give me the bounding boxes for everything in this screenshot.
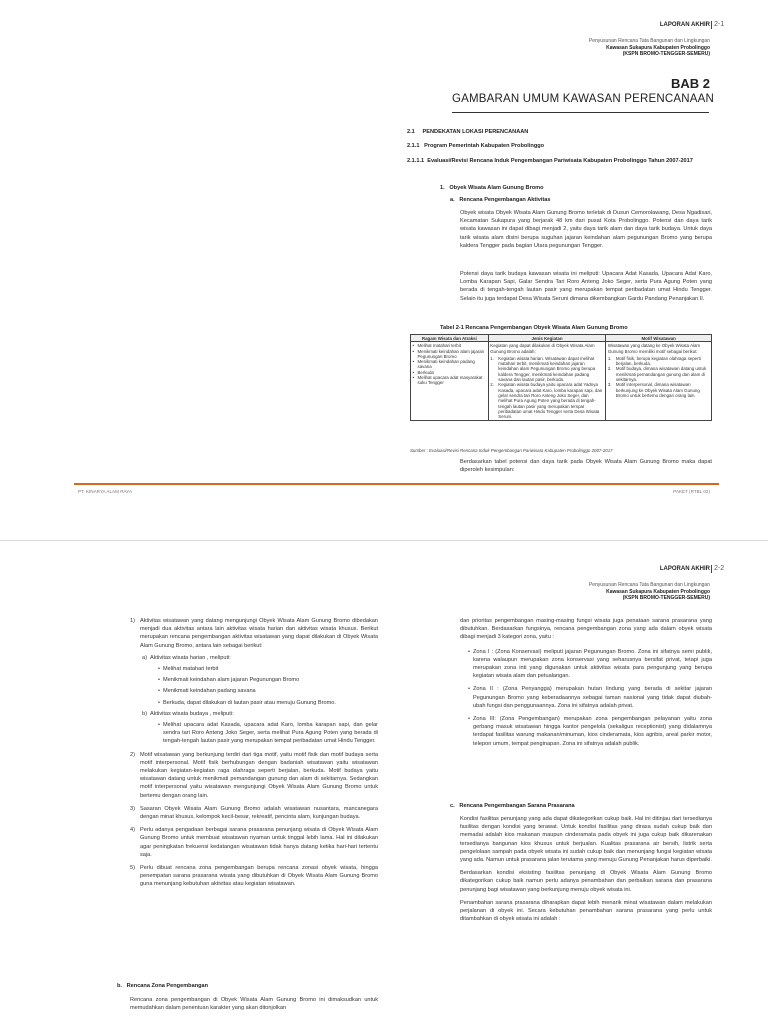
list-b-items [130, 721, 378, 746]
header-line-3: (KSPN BROMO-TENGGER-SEMERU) [622, 51, 710, 57]
motive-item: Motif interpersonal, dimana wisatawan berkunjung ke Obyek Wisata Alam Gunung Bromo untuk bertemu dengan orang lain. [615, 382, 700, 398]
table-cell-activities: Kegiatan yang dapat dilakukan di Obyek Wisata Alam Gunung Bromo adalah: 1. Kegiatan wisata harian. Wisatawan dapat melihat matahari terbit, menikmati keindahan jajaran keindahan alam Pegunungan Bromo yang berupa kaldera Tengger, menikmati keindahan padang savana dan lautan pasir, berkuda. 2. Kegiatan wisata budaya yaitu upacara adat Yadnya Kasada, upacara adat Karo, lomba karapan sapi, dan gelar sendra tari Roro Anteng Joko Seger, dan melihat Pura Agung Poten yang berada di tengah-tengah lautan pasir yang merupakan tempat peribadatan umat Hindu Tengger serta Desa Wisata Seruni. [488, 342, 606, 421]
table-source: Sumber : Evaluasi/Revisi Rencana Induk Pengembangan Pariwisata Kabupaten Probolinggo 2007-2017 [410, 448, 613, 453]
zone-item: • Zona III: (Zona Pengembangan) merupakan zona pengembangan pelayanan yaitu zona gerbang masuk wisatawan hingga kantor pengelola (sekaligus receptionist) yang didalamnya terdapat fasilitas warung makanan/minuman, kios cinderamata, kios agribis, areal parkir motor, telepon umum, tempat penginapan. Zona ini sifatnya adalah publik. [468, 715, 712, 748]
page1-header-info [410, 38, 710, 58]
header-line-1: Penyusunan Rencana Tata Bangunan dan Lingkungan [588, 582, 710, 588]
paragraph-1: Obyek wisata Obyek Wisata Alam Gunung Bromo terletak di Dusun Cemorolawang, Desa Ngadisari, Kecamatan Sukapura yang berjarak 48 km dari pusat Kota Probolinggo. Potensi dan daya tarik wisata kawasan ini dapat dibagi menjadi 2, yaitu daya tarik alam dan daya tarik budaya. Untuk daya tarik wisata alam disini berupa suguhan jajaran keindahan alam pegunungan Bromo yang berupa kaldera Tengger pada bagian Utara pegunungan Tengger. [460, 210, 712, 249]
paragraph-2: Potensi daya tarik budaya kawasan wisata ini meliputi: Upacara Adat Kasada, Upacara Adat Karo, Lomba Karapan Sapi, Galar Sendra Tari Roro Anteng Joko Seger, serta Pura Agung Poten yang berada di tengah-tengah lautan pasir yang merupakan tempat peribadatan umat Hindu Tengger. Selain itu juga terdapat Desa Wisata Seruni dimana dikembangkan Gardu Pandang Penanjakan II. [460, 271, 712, 302]
item-a-title: a. Rencana Pengembangan Aktivitas [450, 197, 551, 203]
header-line-3: (KSPN BROMO-TENGGER-SEMERU) [622, 595, 710, 601]
chapter-title-rule [452, 112, 709, 113]
zone-item: • Zona II : (Zona Penyangga) merupakan hutan lindung yang berada di sekitar jajaran Pegunungan Bromo yang keberadaannya sebagai taman nasional yang tidak dapat diubah-ubah fungsi dan penggunaannya. Zona ini sifatnya adalah privat. [468, 685, 712, 710]
attraction-item: • Melihat upacara adat masyarakat suku Tengger [413, 375, 487, 386]
page2-report-label: LAPORAN AKHIR [659, 566, 710, 572]
left-paragraph-5: Perlu dibuat rencana zona pengembangan berupa rencana zonasi obyek wisata, hingga penempatan sarana prasarana wisata yang dibutuhkan di Obyek Wisata Alam Gunung Bromo guna menunjang kebutuhan aktivitas atau kegiatan wisatawan. [140, 865, 378, 888]
section-2-1-1-1: 2.1.1.1 Evaluasi/Revisi Rencana Induk Pengembangan Pariwisata Kabupaten Probolinggo Tahun 2007-2017 [407, 158, 693, 164]
list-a-item: • Melihat matahari terbit [158, 665, 378, 673]
item-1-title: 1. Obyek Wisata Alam Gunung Bromo [440, 185, 544, 191]
table-title: Tabel 2-1 Rencana Pengembangan Obyek Wisata Alam Gunung Bromo [440, 325, 628, 331]
section-c-title: c. Rencana Pengembangan Sarana Prasarana [450, 803, 575, 809]
section-2-1-1: 2.1.1 Program Pemerintah Kabupaten Probolinggo [407, 143, 545, 149]
activity-item: Kegiatan wisata budaya yaitu upacara adat Yadnya Kasada, upacara adat Karo, lomba karapan sapi, dan gelar sendra tari Roro Anteng Joko Seger, dan melihat Pura Agung Poten yang berada di tengah-tengah lautan pasir yang merupakan tempat peribadatan umat Hindu Tengger serta Desa Wisata Seruni. [498, 382, 603, 420]
section-c-paragraph-1: Kondisi fasilitas penunjang yang ada dapat dikategorikan cukup baik. Hal ini ditinjau dari tersedianya fasilitas dengan kondisi yang terawat. Untuk kondisi fasilitas yang dirasa sudah cukup baik dan memadai adalah kios makanan maupun cinderamata pada obyek ini juga cukup baik dikarenakan tersedianya bangunan kios khusus untuk berjualan. Kualitas prasarana air bersih, listrik serta pengelolaan sampah pada obyek wisata ini sudah cukup baik dan menunjang fungsi kegiatan wisata yang ada. Namun untuk prasarana jalan terutama yang menuju Gunung Penanjakan harus diperbaiki. [460, 816, 712, 864]
motive-item: Motif budaya, dimana wisatawan datang untuk menikmati pemandangan gunung dan alam di sekitarnya. [615, 366, 707, 383]
motive-item: Motif fisik, berupa kegiatan olahraga seperti berjalan, berkuda. [615, 355, 701, 367]
table-cell-attractions [411, 342, 489, 421]
list-a-label: Aktivitas wisata harian , meliputi: [150, 654, 231, 661]
header-line-2: Kawasan Sukapura Kabupaten Probolinggo [606, 588, 710, 595]
section-c-paragraph-2: Berdasarkan kondisi eksisting fasilitas penunjang di Obyek Wisata Alam Gunung Bromo dikategorikan cukup baik namun perlu adanya penambahan dan perbaikan sarana dan prasarana penunjang bagi wisatawan yang berkunjung menuju obyek wisata ini. [460, 870, 712, 893]
attraction-item: • Berkuda [413, 370, 487, 375]
list-a-items [130, 665, 378, 707]
activity-item: Kegiatan wisata harian. Wisatawan dapat melihat matahari terbit, menikmati keindahan jajaran keindahan alam Pegunungan Bromo yang berupa kaldera Tengger, menikmati keindahan padang savana dan lautan pasir, berkuda. [498, 355, 596, 383]
page1-page-number: 2-1 [711, 21, 724, 29]
page1-footer-company: PT. KINARYA ALAM RAYA [78, 489, 133, 494]
list-a-item: • Berkuda, dapat dilakukan di lautan pasir atau menuju Gunung Bromo. [158, 699, 378, 707]
left-paragraph-3: Sasaran Obyek Wisata Alam Gunung Bromo adalah wisatawan nusantara, mancanegara dengan minat khusus, kelompok kecil-besar, rekreatif, pencinta alam, kunjungan budaya. [140, 805, 378, 821]
zone-list [460, 648, 712, 748]
attraction-item: • Menikmati keindahan alam jajaran Pegunungan Bromo [413, 349, 487, 360]
paragraph-3: Berdasarkan tabel potensi dan daya tarik pada Obyek Wisata Alam Gunung Bromo maka dapat diperoleh kesimpulan: [460, 459, 712, 474]
page2-page-number: 2-2 [711, 565, 724, 573]
left-paragraph-2: Motif wisatawan yang berkunjung terdiri dari tiga motif, yaitu motif fisik dan motif budaya serta motif interpersonal. Motif fisik berhubungan dengan badaniah wisatawan yaitu wisatawan melakukan kegiatan-kegiatan raga olahraga seperti berjalan, berkuda. Motif budaya yaitu wisatawan datang untuk menikmati pemandangan gunung dan alam di sekitarnya. Sedangkan motif interpersonal yaitu wisatawan mengunjungi Obyek Wisata Alam Gunung Bromo untuk bertemu dengan orang lain. [140, 751, 378, 799]
section-c-body [460, 815, 712, 923]
section-b-title: b. Rencana Zona Pengembangan [117, 983, 209, 989]
zone-item: • Zona I : (Zona Konservasi) meliputi jajaran Pegunungan Bromo. Zona ini sifatnya semi publik, karena walaupun merupakan zona konservasi yang seharusnya bersifat privat, tetapi juga merupakan zona inti yang digunakan untuk aktivitas wisata para pengunjung yang berupa kegiatan wisata alam dan petualangan. [468, 648, 712, 681]
motives-intro: Wisatawan yang datang ke Obyek Wisata Alam Gunung Bromo memiliki motif sebagai berikut: [607, 343, 701, 354]
table-header-3: Motif Wisatawan [606, 335, 712, 342]
page1-report-label: LAPORAN AKHIR [659, 22, 710, 28]
page2-right-column [460, 617, 712, 753]
section-b-paragraph: Rencana zona pengembangan di Obyek Wisata Alam Gunung Bromo ini dimaksudkan untuk memudahkan dalam penentuan karakter yang akan ditonjolkan [130, 997, 378, 1012]
chapter-title: GAMBARAN UMUM KAWASAN PERENCANAAN [452, 93, 714, 105]
left-paragraph-1: Aktivitas wisatawan yang datang mengunjungi Obyek Wisata Alam Gunung Bromo dibedakan menjadi dua aktivitas antara lain aktivitas wisata harian dan aktivitas wisata khusus. Berikut merupakan rencana pengembangan aktivitas wisatawan yang dapat dilakukan di Obyek Wisata Alam Gunung Bromo, antara lain sebagai berikut: [140, 618, 378, 649]
attraction-item: • Melihat matahari terbit [413, 343, 487, 348]
list-b-item: • Melihat upacara adat Kasada, upacara adat Karo, lomba karapan sapi, dan gelar sendra tari Roro Anteng Joko Seger, serta melihat Pura Agung Poten yang berada di tengah-tengah lautan pasir yang merupakan tempat peribadatan umat Hindu Tengger. [158, 721, 378, 746]
right-paragraph-1: dan prioritas pengembangan masing-masing fungsi wisata juga penataan sarana prasarana yang dibutuhkan. Berdasarkan fungsinya, rencana pengembangan zona yang ada dalam obyek wisata dibagi menjadi 3 kategori zona, yaitu : [460, 618, 712, 641]
attraction-item: • Menikmati keindahan padang savana [413, 359, 487, 370]
table-header-2: Jenis Kegiatan [488, 335, 606, 342]
page1-footer-package: PAKET (RTBL 02) [673, 489, 710, 494]
page1-footer-rule [74, 483, 719, 485]
header-line-1: Penyusunan Rencana Tata Bangunan dan Lingkungan [588, 38, 710, 44]
page-separator [0, 540, 768, 541]
page2-header-info [410, 582, 710, 602]
left-paragraph-4: Perlu adanya pengadaan berbagai sarana prasarana penunjang wisata di Obyek Wisata Alam Gunung Bromo untuk membuat wisatawan nyaman untuk tinggal lebih lama. Hal ini dilakukan agar peningkatan frekuensi kedatangan wisatawan tidak hanya datang ketika hari-hari tertentu saja. [140, 827, 378, 858]
activities-intro: Kegiatan yang dapat dilakukan di Obyek Wisata Alam Gunung Bromo adalah: [490, 343, 595, 354]
list-a-item: • Menikmati keindahan alam jajaran Pegunungan Bromo [158, 676, 378, 684]
chapter-number: BAB 2 [670, 76, 710, 91]
table-cell-motives: Wisatawan yang datang ke Obyek Wisata Alam Gunung Bromo memiliki motif sebagai berikut: 1. Motif fisik, berupa kegiatan olahraga seperti berjalan, berkuda. 2. Motif budaya, dimana wisatawan datang untuk menikmati pemandangan gunung dan alam di sekitarnya. 3. Motif interpersonal, dimana wisatawan berkunjung ke Obyek Wisata Alam Gunung Bromo untuk bertemu dengan orang lain. [606, 342, 712, 421]
header-line-2: Kawasan Sukapura Kabupaten Probolinggo [606, 44, 710, 51]
page2-left-column: 1) Aktivitas wisatawan yang datang mengunjungi Obyek Wisata Alam Gunung Bromo dibedakan menjadi dua aktivitas antara lain aktivitas wisata harian dan aktivitas wisata khusus. Berikut merupakan rencana pengembangan aktivitas wisatawan yang dapat dilakukan di Obyek Wisata Alam Gunung Bromo, antara lain sebagai berikut: a) Aktivitas wisata harian , meliputi: • Melihat matahari terbit • Menikmati keindahan alam jajaran Pegunungan Bromo • Menikmati keindahan padang savana • Berkuda, dapat dilakukan di lautan pasir atau menuju Gunung Bromo. b) Aktivitas wisata budaya , meliputi: • Melihat upacara adat Kasada, upacara adat Karo, lomba karapan sapi, dan gelar sendra tari Roro Anteng Joko Seger, serta melihat Pura Agung Poten yang berada di tengah-tengah lautan pasir yang merupakan tempat peribadatan umat Hindu Tengger. 2) Motif wisatawan yang berkunjung terdiri dari tiga motif, yaitu motif fisik dan motif budaya serta motif interpersonal. Motif fisik berhubungan dengan badaniah wisatawan yaitu wisatawan melakukan kegiatan-kegiatan raga olahraga seperti berjalan, berkuda. Motif budaya yaitu wisatawan datang untuk menikmati pemandangan gunung dan alam di sekitarnya. Sedangkan motif interpersonal yaitu wisatawan mengunjungi Obyek Wisata Alam Gunung Bromo untuk bertemu dengan orang lain. 3) Sasaran Obyek Wisata Alam Gunung Bromo adalah wisatawan nusantara, mancanegara dengan minat khusus, kelompok kecil-besar, rekreatif, pencinta alam, kunjungan budaya. 4) Perlu adanya pengadaan berbagai sarana prasarana penunjang wisata di Obyek Wisata Alam Gunung Bromo untuk membuat wisatawan nyaman untuk tinggal lebih lama. Hal ini dilakukan agar peningkatan frekuensi kedatangan wisatawan tidak hanya datang ketika hari-hari tertentu saja. 5) Perlu dibuat rencana zona pengembangan berupa rencana zonasi obyek wisata, hingga penempatan sarana prasarana wisata yang dibutuhkan di Obyek Wisata Alam Gunung Bromo guna menunjang kebutuhan aktivitas atau kegiatan wisatawan. [130, 617, 378, 895]
list-a-item: • Menikmati keindahan padang savana [158, 687, 378, 695]
section-c-paragraph-3: Penambahan sarana prasarana diharapkan dapat lebih menarik minat wisatawan dalam melakukan perjalanan di obyek ini. Secara kebutuhan penambahan sarana prasarana yang perlu untuk ditambahkan di obyek wisata ini adalah : [460, 899, 712, 923]
section-2-1: 2.1 PENDEKATAN LOKASI PERENCANAAN [407, 129, 529, 135]
table-2-1 [410, 334, 712, 421]
table-header-1: Ragam Wisata dan Atraksi [411, 335, 489, 342]
list-b-label: Aktivitas wisata budaya , meliputi: [150, 710, 234, 717]
